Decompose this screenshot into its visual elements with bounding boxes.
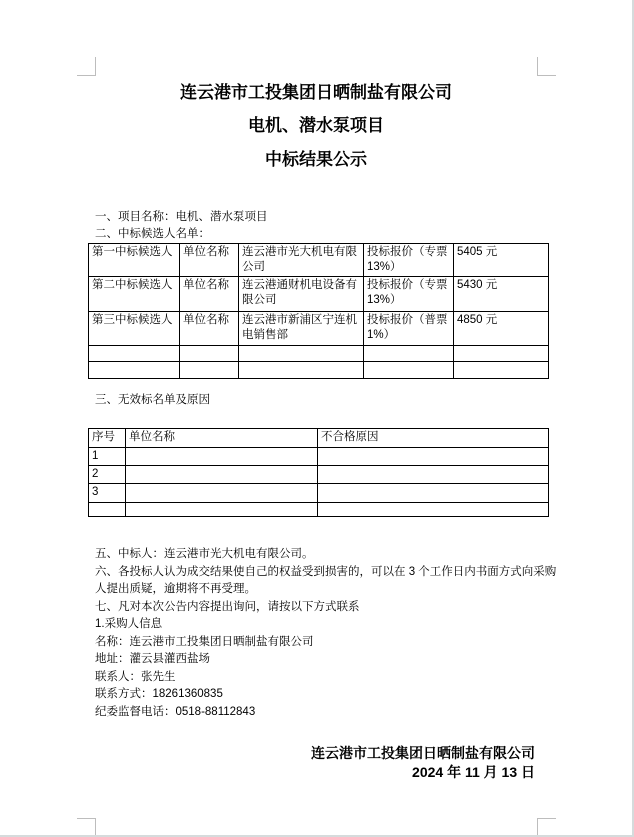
unit-cell	[126, 448, 318, 466]
signature-date: 2024 年 11 月 13 日	[412, 764, 535, 780]
section-invalid-bids: 三、无效标名单及原因	[95, 394, 210, 406]
seq-cell	[89, 503, 126, 517]
table-row	[89, 466, 549, 484]
quote-price: 5430 元	[454, 277, 549, 312]
candidate-company: 连云港市新浦区宁连机电销售部	[239, 312, 364, 346]
seq-cell: 1	[89, 448, 126, 466]
empty-cell	[239, 346, 364, 362]
unit-name-label: 单位名称	[180, 312, 239, 346]
quote-label: 投标报价（专票13%）	[364, 277, 454, 312]
announcement-body	[95, 546, 556, 721]
unit-name-label: 单位名称	[180, 277, 239, 312]
quote-price: 5405 元	[454, 244, 549, 277]
empty-cell	[239, 362, 364, 379]
para-contact-intro: 七、凡对本次公告内容提出询问，请按以下方式联系	[95, 600, 360, 613]
table-row	[89, 312, 549, 346]
empty-cell	[454, 346, 549, 362]
quote-label: 投标报价（专票13%）	[364, 244, 454, 277]
seq-cell: 2	[89, 466, 126, 484]
quote-price: 4850 元	[454, 312, 549, 346]
table-row	[89, 244, 549, 277]
para-objection-line1: 六、各投标人认为成交结果使自己的权益受到损害的，可以在 3 个工作日内书面方式向采购	[95, 565, 557, 578]
empty-cell	[180, 362, 239, 379]
unit-cell	[126, 484, 318, 503]
document-title-project: 电机、潜水泵项目	[248, 116, 384, 135]
para-contact-phone: 联系方式：18261360835	[95, 688, 223, 700]
table-row	[89, 448, 549, 466]
candidate-company: 连云港通财机电设备有限公司	[239, 277, 364, 312]
text-boundary-mark-top-left	[77, 57, 96, 76]
empty-cell	[180, 346, 239, 362]
signature-block	[311, 744, 535, 782]
table-row-empty	[89, 503, 549, 517]
section-candidate-list: 二、中标候选人名单：	[95, 228, 210, 240]
text-boundary-mark-bottom-right	[537, 818, 556, 837]
bid-candidates-table	[88, 243, 549, 379]
document-title-company: 连云港市工投集团日晒制盐有限公司	[180, 83, 452, 102]
text-boundary-mark-bottom-left	[77, 818, 96, 837]
reason-cell	[318, 503, 549, 517]
seq-cell: 3	[89, 484, 126, 503]
section-project-name: 一、项目名称：电机、潜水泵项目	[95, 211, 268, 223]
candidate-rank: 第二中标候选人	[89, 277, 180, 312]
unit-name-label: 单位名称	[180, 244, 239, 277]
candidate-company: 连云港市光大机电有限公司	[239, 244, 364, 277]
signature-company: 连云港市工投集团日晒制盐有限公司	[311, 745, 535, 761]
empty-cell	[364, 362, 454, 379]
header-fail-reason: 不合格原因	[318, 429, 549, 448]
para-objection-line2: 人提出质疑，逾期将不再受理。	[95, 583, 256, 595]
para-contact-person: 联系人：张先生	[95, 670, 176, 683]
para-purchaser-name: 名称：连云港市工投集团日晒制盐有限公司	[95, 635, 314, 648]
unit-cell	[126, 466, 318, 484]
invalid-bids-table	[88, 428, 549, 517]
header-unit-name: 单位名称	[126, 429, 318, 448]
document-title-announcement: 中标结果公示	[265, 150, 367, 169]
table-header-row	[89, 429, 549, 448]
empty-cell	[89, 362, 180, 379]
candidate-rank: 第一中标候选人	[89, 244, 180, 277]
unit-cell	[126, 503, 318, 517]
candidate-rank: 第三中标候选人	[89, 312, 180, 346]
header-seq: 序号	[89, 429, 126, 448]
table-row-empty	[89, 362, 549, 379]
quote-label: 投标报价（普票1%）	[364, 312, 454, 346]
table-row	[89, 484, 549, 503]
empty-cell	[364, 346, 454, 362]
reason-cell	[318, 466, 549, 484]
para-purchaser-address: 地址：灌云县灌西盐场	[95, 653, 210, 665]
text-boundary-mark-top-right	[537, 57, 556, 76]
empty-cell	[454, 362, 549, 379]
table-row	[89, 277, 549, 312]
table-row-empty	[89, 346, 549, 362]
empty-cell	[89, 346, 180, 362]
reason-cell	[318, 484, 549, 503]
para-winner: 五、中标人：连云港市光大机电有限公司。	[95, 548, 314, 560]
reason-cell	[318, 448, 549, 466]
para-supervision-phone: 纪委监督电话：0518-88112843	[95, 705, 256, 718]
para-purchaser-info: 1.采购人信息	[95, 618, 163, 630]
